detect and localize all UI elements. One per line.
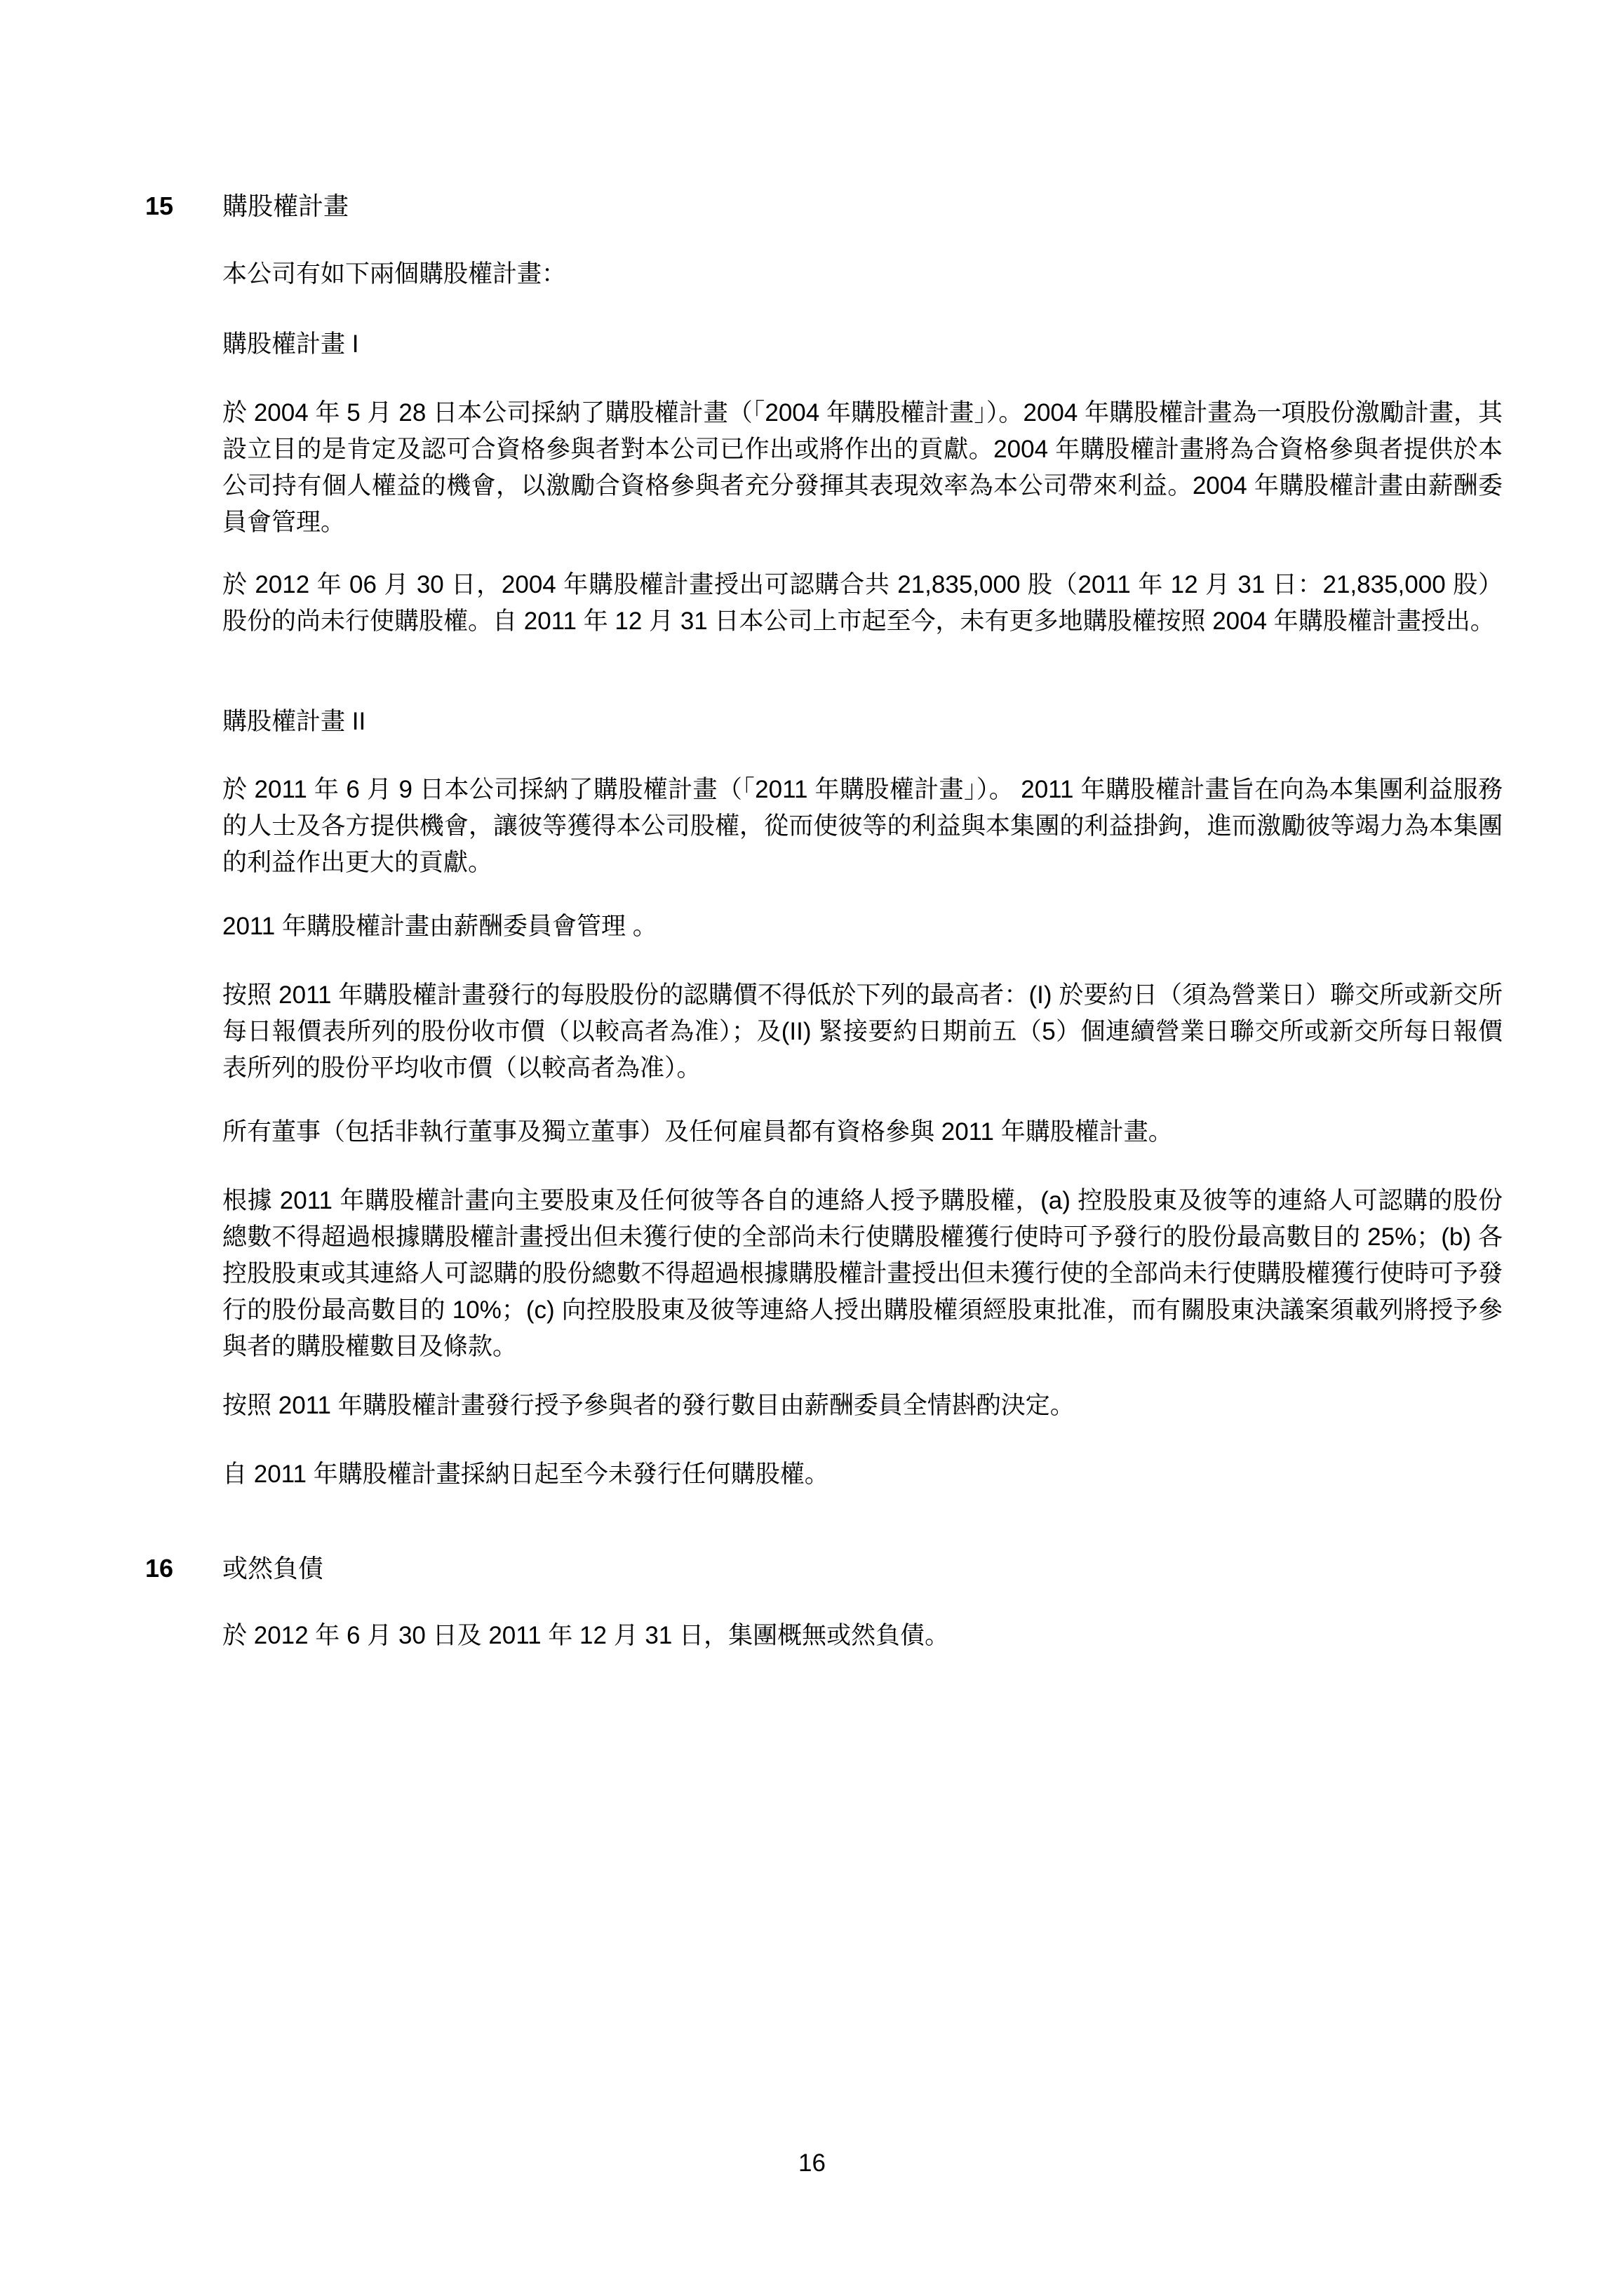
paragraph: 自 2011 年購股權計畫採納日起至今未發行任何購股權。	[222, 1461, 829, 1488]
paragraph: 按照 2011 年購股權計畫發行授予參與者的發行數目由薪酬委員全情斟酌決定。	[222, 1392, 1075, 1419]
paragraph: 根據 2011 年購股權計畫向主要股東及任何彼等各自的連絡人授予購股權，(a) 控股股東及彼等的連絡人可認購的股份總數不得超過根據購股權計畫授出但未獲行使的全部尚未行使購股權獲行使時可予發行的股份最高數目的 25%；(b) 各控股股東或其連絡人可認購的股份總數不得超過根據購股權計畫授出但未獲行使的全部尚未行使購股權獲行使時可予發行的股份最高數目的 10%；(c) 向控股股東及彼等連絡人授出購股權須經股東批准，而有關股東決議案須載列將授予參與者的購股權數目及條款。	[222, 1187, 1503, 1360]
section-title: 或然負債	[222, 1554, 324, 1583]
paragraph: 於 2012 年 06 月 30 日，2004 年購股權計畫授出可認購合共 21,835,000 股（2011 年 12 月 31 日：21,835,000 股）股份的尚未行使購股權。自 2011 年 12 月 31 日本公司上市起至今，未有更多地購股權按照 2004 年購股權計畫授出。	[222, 571, 1503, 635]
section-title: 購股權計畫	[222, 192, 349, 220]
paragraph: 於 2004 年 5 月 28 日本公司採納了購股權計畫（「2004 年購股權計畫」）。2004 年購股權計畫為一項股份激勵計畫，其設立目的是肯定及認可合資格參與者對本公司已作出或將作出的貢獻。2004 年購股權計畫將為合資格參與者提供於本公司持有個人權益的機會，以激勵合資格參與者充分發揮其表現效率為本公司帶來利益。2004 年購股權計畫由薪酬委員會管理。	[222, 399, 1503, 536]
paragraph: 所有董事（包括非執行董事及獨立董事）及任何雇員都有資格參與 2011 年購股權計畫。	[222, 1118, 1173, 1146]
section-number: 15	[145, 192, 174, 220]
subheading: 購股權計畫 I	[222, 330, 359, 358]
paragraph: 按照 2011 年購股權計畫發行的每股股份的認購價不得低於下列的最高者：(I) 於要約日（須為營業日）聯交所或新交所每日報價表所列的股份收市價（以較高者為准）；及(II) 緊接要約日期前五（5）個連續營業日聯交所或新交所每日報價表所列的股份平均收市價（以較高者為准）。	[222, 981, 1503, 1082]
paragraph: 於 2012 年 6 月 30 日及 2011 年 12 月 31 日，集團概無或然負債。	[222, 1622, 950, 1649]
paragraph: 2011 年購股權計畫由薪酬委員會管理 。	[222, 913, 657, 940]
page-number: 16	[798, 2149, 826, 2177]
paragraph: 於 2011 年 6 月 9 日本公司採納了購股權計畫（「2011 年購股權計畫」）。 2011 年購股權計畫旨在向為本集團利益服務的人士及各方提供機會，讓彼等獲得本公司股權，從而使彼等的利益與本集團的利益掛鉤，進而激勵彼等竭力為本集團的利益作出更大的貢獻。	[222, 776, 1503, 876]
subheading: 購股權計畫 II	[222, 708, 366, 735]
section-number: 16	[145, 1554, 174, 1583]
paragraph: 本公司有如下兩個購股權計畫：	[222, 260, 567, 288]
